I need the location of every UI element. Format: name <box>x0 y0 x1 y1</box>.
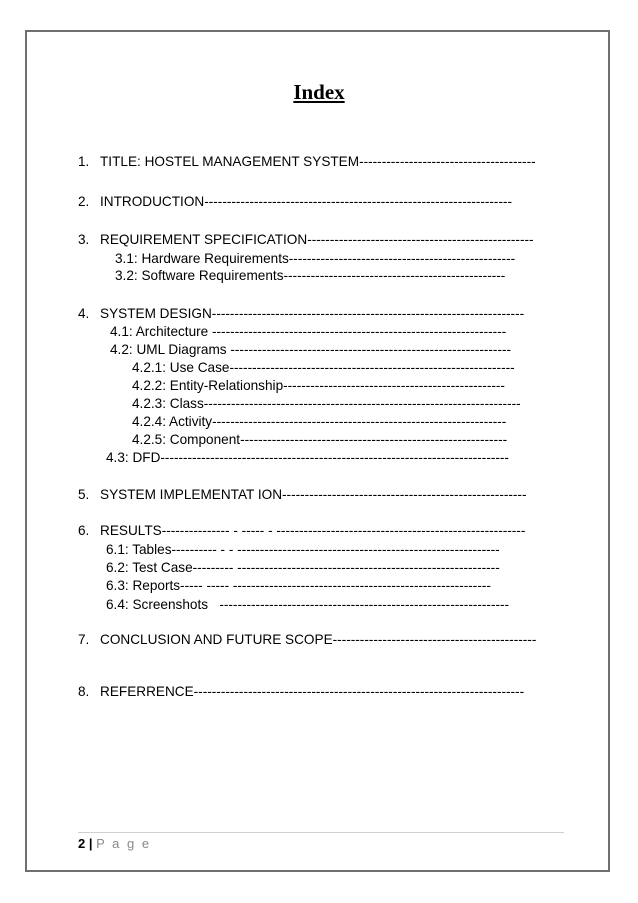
entry-text: 4.2.3: Class---------------------------------------------------------------------- <box>132 396 521 411</box>
index-subentry <box>115 268 505 284</box>
entry-text: 4.2: UML Diagrams -------------------------------------------------------------- <box>110 342 512 357</box>
entry-text: SYSTEM DESIGN--------------------------------------------------------------------- <box>100 306 525 321</box>
index-entry <box>78 487 526 503</box>
index-subsubentry <box>132 414 506 430</box>
entry-text: INTRODUCTION-------------------------------------------------------------------- <box>100 194 513 209</box>
page-label: P a g e <box>96 836 152 851</box>
entry-text: RESULTS--------------- - ----- - ------------------------------------------------------- <box>100 523 526 538</box>
entry-text: 4.2.2: Entity-Relationship------------------------------------------------- <box>132 378 505 393</box>
entry-number: 1. <box>78 154 90 169</box>
index-subentry <box>106 560 500 576</box>
index-subentry <box>106 578 491 594</box>
index-subentry <box>115 251 515 267</box>
entry-text: 4.2.4: Activity----------------------------------------------------------------- <box>132 414 507 429</box>
index-subentry <box>106 597 509 613</box>
page-footer <box>78 836 151 851</box>
entry-text: 4.1: Architecture ----------------------------------------------------------------- <box>110 324 507 339</box>
index-entry <box>78 306 524 322</box>
entry-number: 4. <box>78 306 90 321</box>
entry-text: 6.2: Test Case--------- ---------------------------------------------------------- <box>106 560 500 575</box>
entry-number: 3. <box>78 232 90 247</box>
index-entry <box>78 194 512 210</box>
index-subentry <box>110 342 511 358</box>
entry-text: 3.2: Software Requirements------------------------------------------------- <box>115 268 506 283</box>
index-subsubentry <box>132 360 515 376</box>
index-subsubentry <box>132 378 505 394</box>
entry-text: 6.4: Screenshots ---------------------------------------------------------------- <box>106 597 510 612</box>
index-subentry <box>106 450 509 466</box>
entry-text: 4.2.1: Use Case--------------------------------------------------------------- <box>132 360 515 375</box>
index-entry <box>78 523 525 539</box>
entry-text: 6.1: Tables---------- - - ---------------------------------------------------------- <box>106 542 500 557</box>
entry-text: CONCLUSION AND FUTURE SCOPE--------------------------------------------- <box>100 632 537 647</box>
index-entry <box>78 684 524 700</box>
footer-separator: | <box>88 836 93 851</box>
entry-number: 7. <box>78 632 90 647</box>
index-entry <box>78 232 534 248</box>
index-entry <box>78 154 536 170</box>
entry-number: 2. <box>78 194 90 209</box>
entry-text: REQUIREMENT SPECIFICATION-------------------------------------------------- <box>100 232 534 247</box>
page-title: Index <box>293 80 345 104</box>
index-subsubentry <box>132 396 521 412</box>
entry-text: SYSTEM IMPLEMENTAT ION------------------------------------------------------ <box>100 487 527 502</box>
entry-text: REFERRENCE------------------------------------------------------------------------- <box>100 684 525 699</box>
index-subentry <box>106 542 500 558</box>
entry-number: 5. <box>78 487 90 502</box>
entry-text: 4.3: DFD----------------------------------------------------------------------------- <box>106 450 509 465</box>
entry-text: TITLE: HOSTEL MANAGEMENT SYSTEM--------------------------------------- <box>100 154 536 169</box>
page-number: 2 <box>78 836 86 851</box>
index-entry <box>78 632 536 648</box>
entry-number: 6. <box>78 523 90 538</box>
index-subentry <box>110 324 506 340</box>
entry-text: 6.3: Reports----- ----- --------------------------------------------------------- <box>106 578 491 593</box>
footer-divider <box>78 832 564 833</box>
entry-text: 4.2.5: Component----------------------------------------------------------- <box>132 432 508 447</box>
index-subsubentry <box>132 432 507 448</box>
entry-number: 8. <box>78 684 90 699</box>
entry-text: 3.1: Hardware Requirements-------------------------------------------------- <box>115 251 516 266</box>
